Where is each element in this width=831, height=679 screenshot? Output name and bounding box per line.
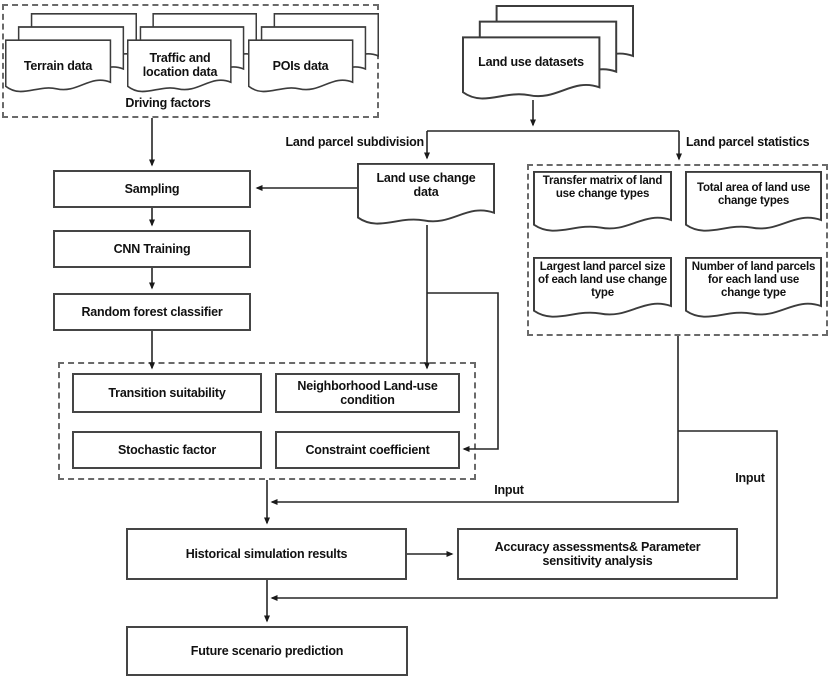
stochastic-factor-box: Stochastic factor bbox=[72, 431, 262, 469]
traffic-location-doc bbox=[127, 13, 257, 97]
terrain-data-label: Terrain data bbox=[23, 59, 93, 73]
land-parcel-subdivision-label: Land parcel subdivision bbox=[285, 135, 424, 149]
parcel-count-doc bbox=[685, 257, 822, 323]
input-right-label: Input bbox=[735, 471, 765, 485]
constraint-coefficient-box: Constraint coefficient bbox=[275, 431, 460, 469]
total-area-doc bbox=[685, 171, 822, 237]
neighborhood-landuse-box: Neighborhood Land-use condition bbox=[275, 373, 460, 413]
land-use-change-data-label: Land use change data bbox=[376, 171, 476, 199]
cnn-training-box: CNN Training bbox=[53, 230, 251, 268]
land-use-datasets-label: Land use datasets bbox=[478, 55, 584, 69]
accuracy-assessment-box: Accuracy assessments& Parameter sensitivity analysis bbox=[457, 528, 738, 580]
edge-changedata-to-constraint bbox=[427, 293, 498, 449]
pois-data-label: POIs data bbox=[272, 59, 329, 73]
sampling-box: Sampling bbox=[53, 170, 251, 208]
land-parcel-statistics-label: Land parcel statistics bbox=[686, 135, 810, 149]
largest-parcel-doc bbox=[533, 257, 672, 323]
random-forest-classifier-box: Random forest classifier bbox=[53, 293, 251, 331]
parcel-count-label: Number of land parcels for each land use change type bbox=[691, 261, 816, 300]
edge-statistics-to-input-left bbox=[272, 336, 678, 502]
future-scenario-prediction-box: Future scenario prediction bbox=[126, 626, 408, 676]
transfer-matrix-label: Transfer matrix of land use change types bbox=[542, 175, 663, 201]
traffic-location-label: Traffic and location data bbox=[142, 51, 218, 79]
driving-factors-panel-label: Driving factors bbox=[125, 96, 211, 110]
pois-data-doc bbox=[248, 13, 379, 97]
land-use-change-data-doc bbox=[357, 163, 495, 230]
input-left-label: Input bbox=[494, 483, 524, 497]
terrain-data-doc bbox=[5, 13, 137, 97]
historical-simulation-results-box: Historical simulation results bbox=[126, 528, 407, 580]
largest-parcel-label: Largest land parcel size of each land use change type bbox=[538, 261, 667, 300]
transition-suitability-box: Transition suitability bbox=[72, 373, 262, 413]
total-area-label: Total area of land use change types bbox=[697, 182, 810, 208]
transfer-matrix-doc bbox=[533, 171, 672, 237]
land-use-datasets-doc bbox=[462, 5, 634, 105]
